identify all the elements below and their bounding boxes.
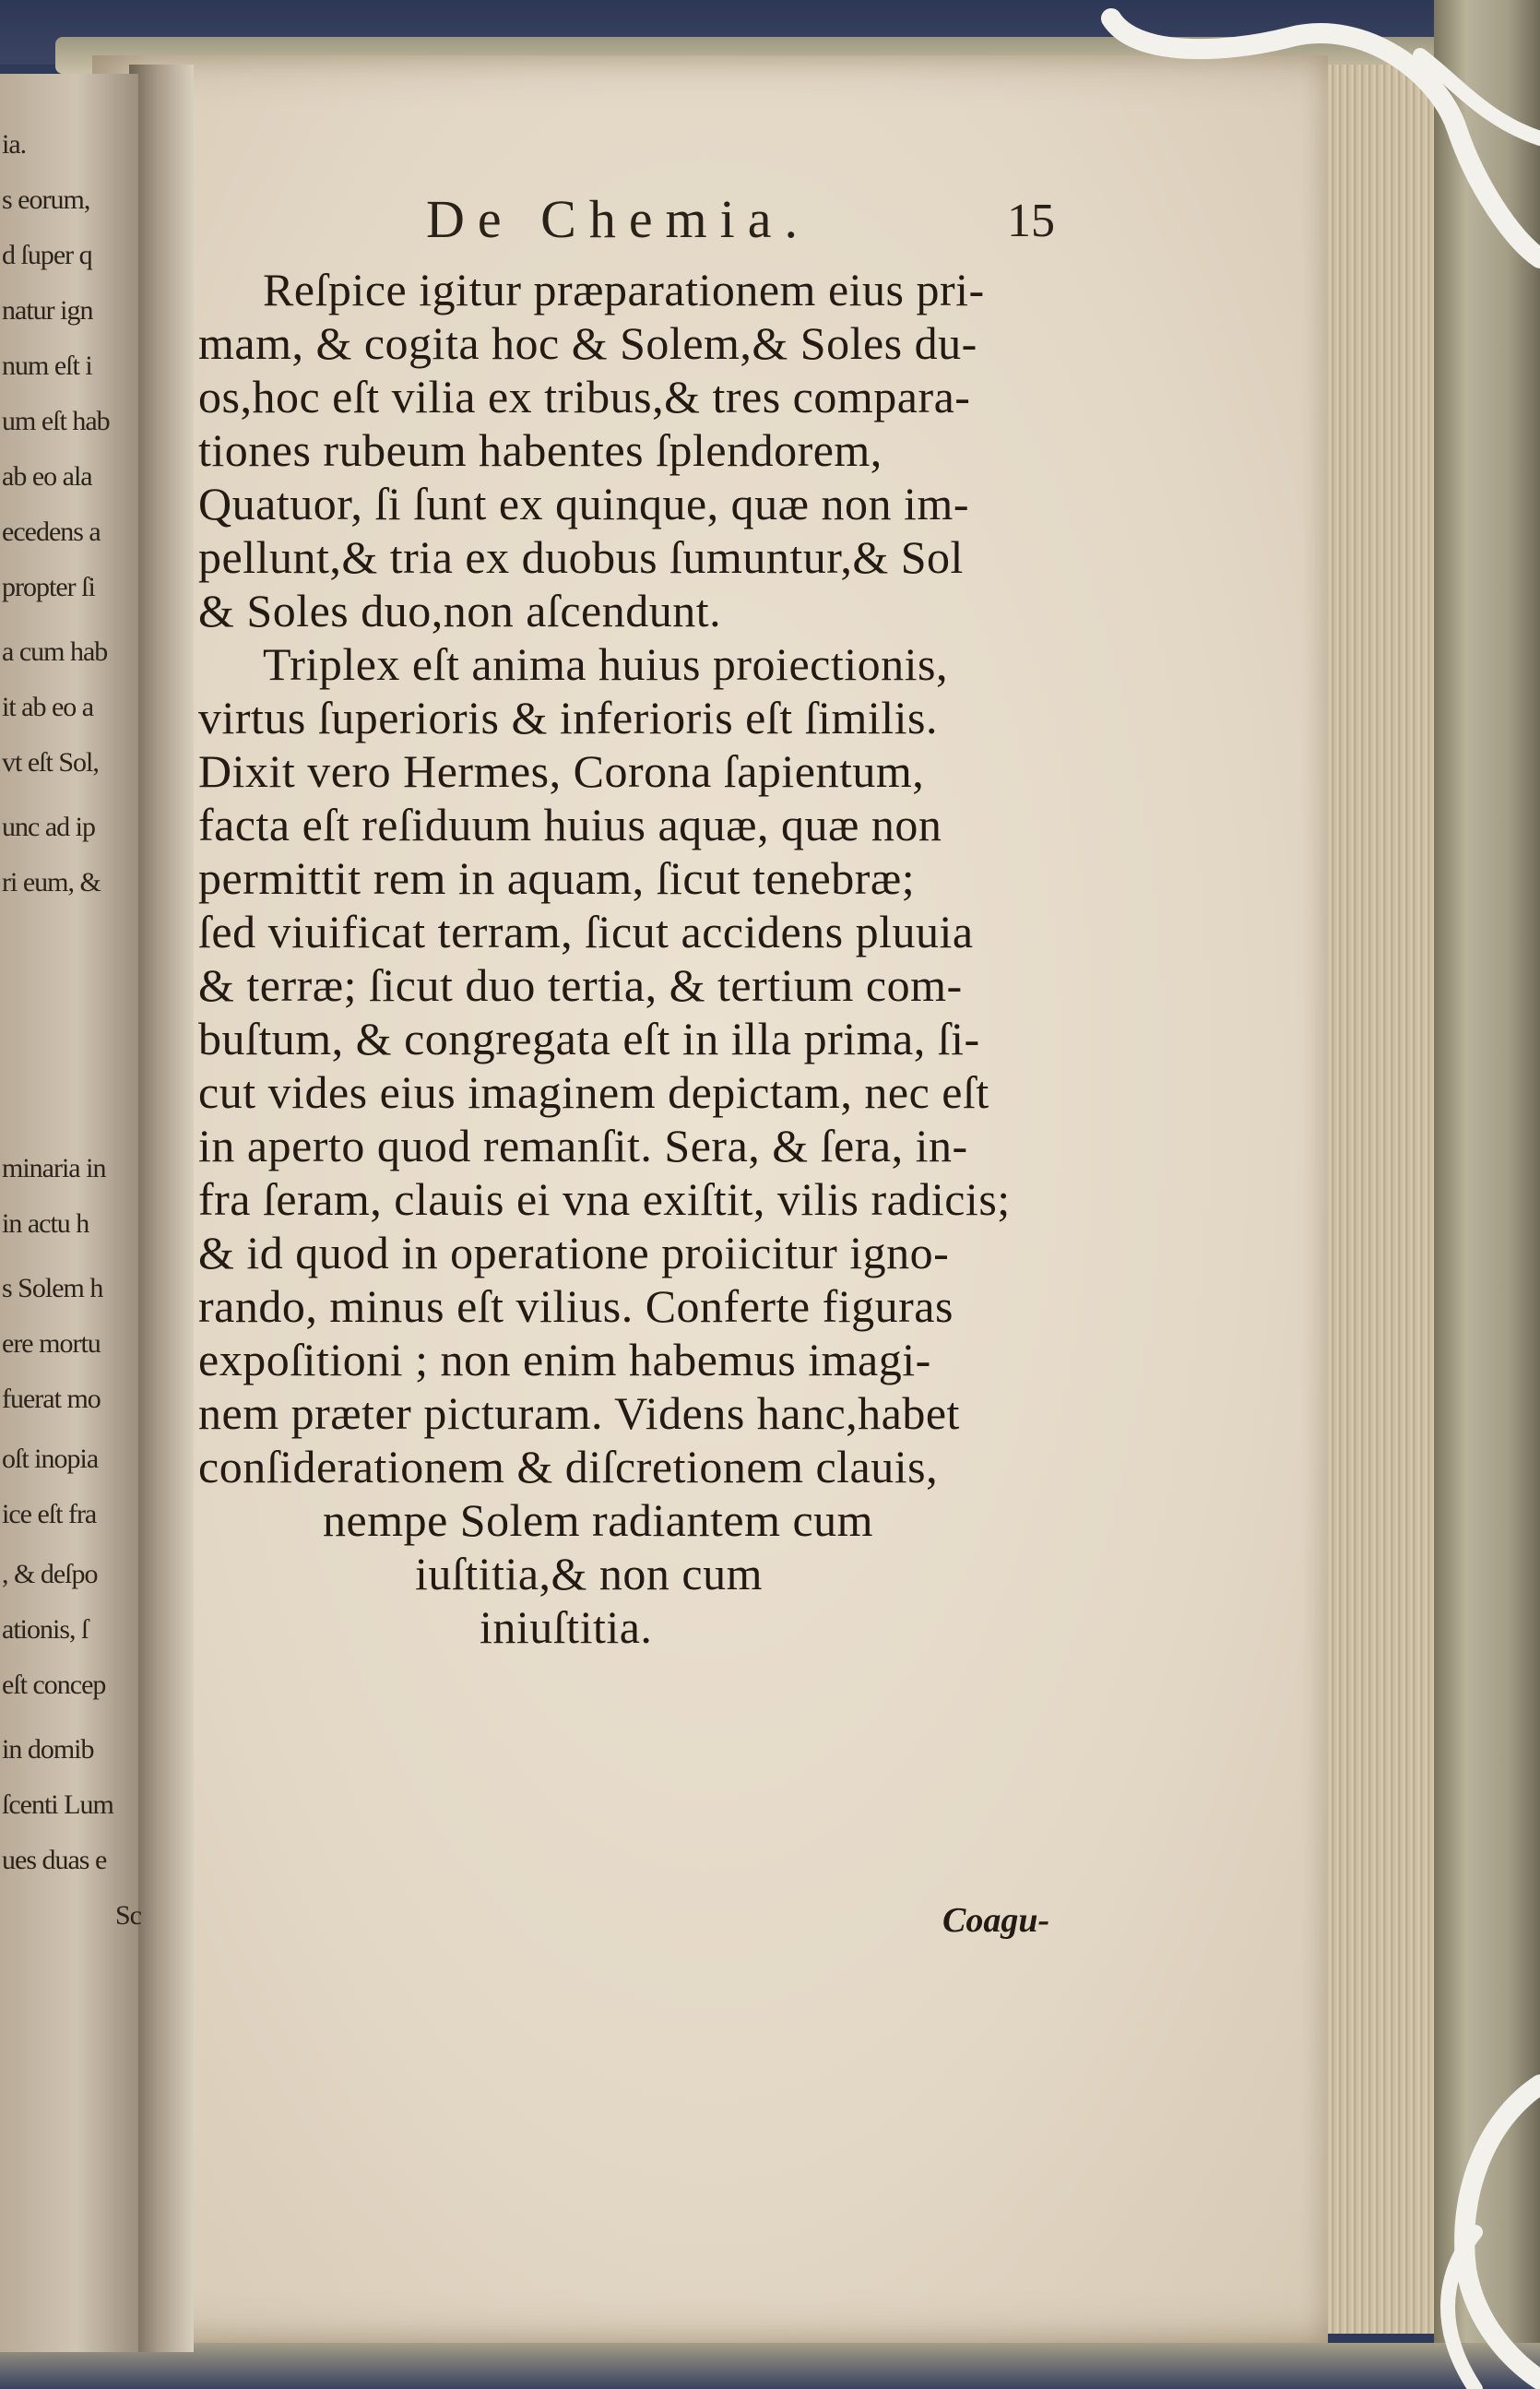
text-line: iuſtitia,& non cum bbox=[415, 1548, 764, 1599]
facing-page-fragment: ationis, ſ bbox=[2, 1614, 89, 1645]
text-line: pellunt,& tria ex duobus ſumuntur,& Sol bbox=[198, 531, 964, 583]
facing-page-fragment: ere mortu bbox=[2, 1328, 101, 1359]
text-line: buſtum, & congregata eſt in illa prima, ſi- bbox=[198, 1013, 980, 1064]
facing-page-fragment: in domib bbox=[2, 1734, 94, 1765]
text-line: rando, minus eſt vilius. Conferte figuras bbox=[198, 1280, 954, 1332]
text-line: & terræ; ſicut duo tertia, & tertium com- bbox=[198, 959, 963, 1011]
catchword: Coagu- bbox=[942, 1901, 1050, 1940]
text-line: nempe Solem radiantem cum bbox=[323, 1494, 874, 1546]
facing-page-fragment: minaria in bbox=[2, 1153, 106, 1183]
tie-string-top bbox=[1111, 18, 1540, 258]
text-line: & Soles duo,non aſcendunt. bbox=[198, 585, 722, 636]
facing-page-fragment: unc ad ip bbox=[2, 812, 95, 842]
facing-page-fragment: s eorum, bbox=[2, 184, 90, 215]
running-head: De Chemia. bbox=[426, 189, 811, 249]
facing-page-fragment: um eſt hab bbox=[2, 406, 110, 436]
text-line: & id quod in operatione proiicitur igno- bbox=[198, 1227, 950, 1278]
text-line: in aperto quod remanſit. Sera, & ſera, in- bbox=[198, 1120, 968, 1171]
text-line: ſed viuificat terram, ſicut accidens pluuia bbox=[198, 906, 974, 957]
text-line: permittit rem in aquam, ſicut tenebræ; bbox=[198, 852, 916, 904]
text-line: Triplex eſt anima huius proiectionis, bbox=[263, 638, 948, 690]
facing-page-fragment: it ab eo a bbox=[2, 692, 94, 722]
facing-page-fragment: a cum hab bbox=[2, 636, 108, 667]
text-line: virtus ſuperioris & inferioris eſt ſimilis. bbox=[198, 692, 938, 743]
text-line: iniuſtitia. bbox=[480, 1601, 653, 1653]
facing-page-fragment: vt eſt Sol, bbox=[2, 747, 99, 778]
text-line: mam, & cogita hoc & Solem,& Soles du- bbox=[198, 317, 977, 369]
facing-page-fragment: fuerat mo bbox=[2, 1384, 101, 1414]
facing-page-fragment: d ſuper q bbox=[2, 240, 92, 270]
facing-page-fragment: ab eo ala bbox=[2, 461, 92, 492]
page-number: 15 bbox=[1007, 195, 1055, 247]
facing-page-fragment: ſcenti Lum bbox=[2, 1789, 113, 1820]
facing-page-fragment: , & deſpo bbox=[2, 1559, 98, 1589]
facing-page-fragment: propter ſi bbox=[2, 572, 95, 602]
facing-page-fragment: Sc bbox=[115, 1900, 141, 1931]
facing-page-fragment: oſt inopia bbox=[2, 1444, 99, 1474]
facing-page-fragment: num eſt i bbox=[2, 351, 92, 381]
text-line: fra ſeram, clauis ei vna exiſtit, vilis radicis; bbox=[198, 1173, 1011, 1225]
facing-page-fragment: ri eum, & bbox=[2, 867, 101, 897]
text-line: tiones rubeum habentes ſplendorem, bbox=[198, 424, 883, 476]
text-line: os,hoc eſt vilia ex tribus,& tres compara- bbox=[198, 371, 971, 422]
text-line: cut vides eius imaginem depictam, nec eſt bbox=[198, 1066, 989, 1118]
facing-page-fragment: ia. bbox=[2, 129, 27, 160]
text-line: Dixit vero Hermes, Corona ſapientum, bbox=[198, 745, 925, 797]
text-line: nem præter picturam. Videns hanc,habet bbox=[198, 1387, 960, 1439]
text-line: facta eſt reſiduum huius aquæ, quæ non bbox=[198, 799, 942, 850]
facing-page-fragment: in actu h bbox=[2, 1208, 89, 1239]
facing-page-fragment: ecedens a bbox=[2, 517, 101, 547]
facing-page-fragment: eſt concep bbox=[2, 1670, 106, 1700]
facing-page-fragment: ice eſt fra bbox=[2, 1499, 97, 1529]
facing-page-fragment: ues duas e bbox=[2, 1845, 107, 1875]
text-line: Quatuor, ſi ſunt ex quinque, quæ non im- bbox=[198, 478, 969, 529]
facing-page-fragment: s Solem h bbox=[2, 1273, 103, 1303]
facing-page-fragment: natur ign bbox=[2, 295, 93, 326]
text-line: conſiderationem & diſcretionem clauis, bbox=[198, 1441, 939, 1492]
text-line: expoſitioni ; non enim habemus imagi- bbox=[198, 1334, 931, 1385]
text-line: Reſpice igitur præparationem eius pri- bbox=[263, 264, 985, 315]
